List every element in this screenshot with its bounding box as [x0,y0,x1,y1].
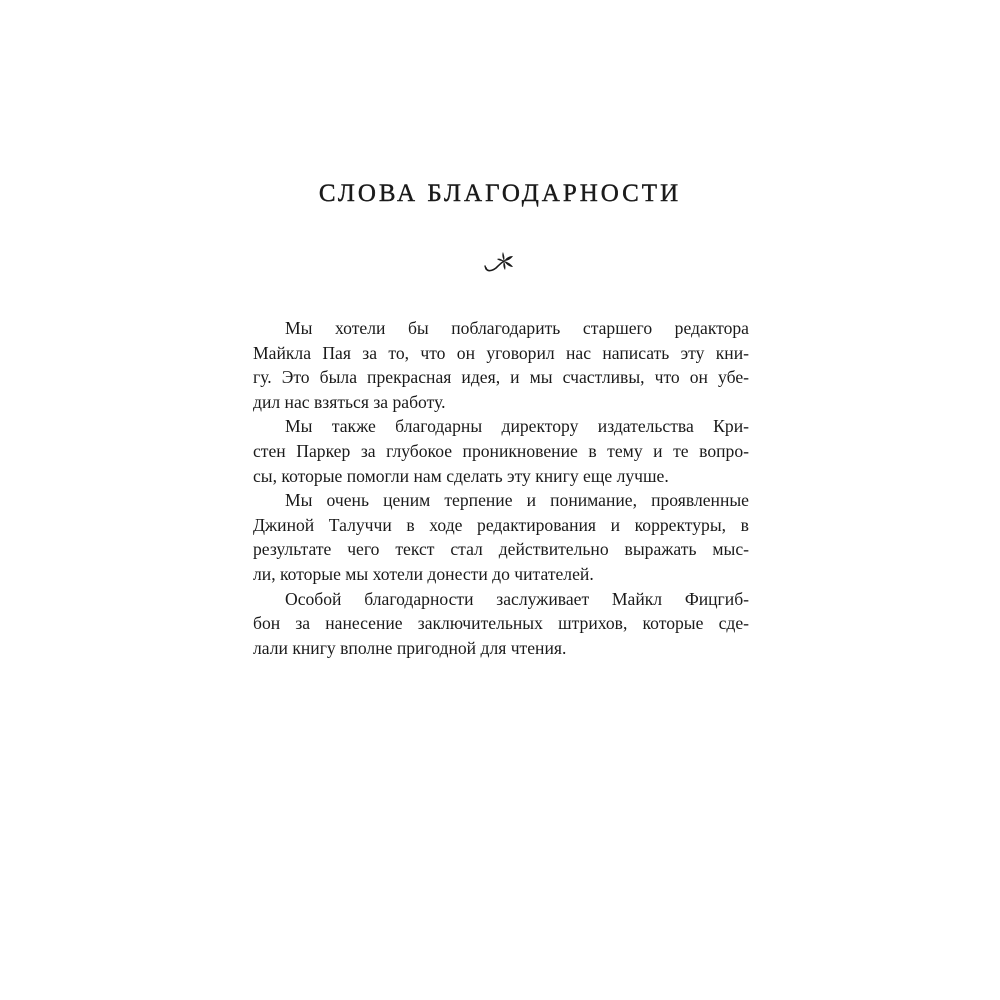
text-line: Мы хотели бы поблагодарить старшего редактора [285,318,749,338]
text-line: бон за нанесение заключительных штрихов, которые сде- [253,613,749,634]
text-line: Особой благодарности заслуживает Майкл Фицгиб- [285,588,749,609]
floral-ornament-icon [483,250,517,274]
text-line: Джиной Талуччи в ходе редактирования и корректуры, в [253,514,749,535]
text-line: ли, которые мы хотели донести до читателей. [253,563,594,584]
text-line: Мы также благодарны директору издательства Кри- [285,416,749,437]
page-title: СЛОВА БЛАГОДАРНОСТИ [318,180,682,207]
text-line: результате чего текст стал действительно выражать мыс- [253,539,749,560]
text-line: Майкла Пая за то, что он уговорил нас написать эту кни- [253,342,749,363]
paragraph [253,488,749,586]
paragraph [253,587,749,661]
text-line: стен Паркер за глубокое проникновение в тему и те вопро- [253,440,749,461]
text-line: лали книгу вполне пригодной для чтения. [253,637,567,658]
paragraph [253,316,749,414]
paragraph [253,414,749,488]
text-line: сы, которые помогли нам сделать эту книгу еще лучше. [253,465,669,486]
acknowledgements-text [253,316,749,660]
text-line: дил нас взяться за работу. [253,391,446,412]
text-line: гу. Это была прекрасная идея, и мы счастливы, что он убе- [253,367,749,388]
text-line: Мы очень ценим терпение и понимание, проявленные [285,490,749,511]
